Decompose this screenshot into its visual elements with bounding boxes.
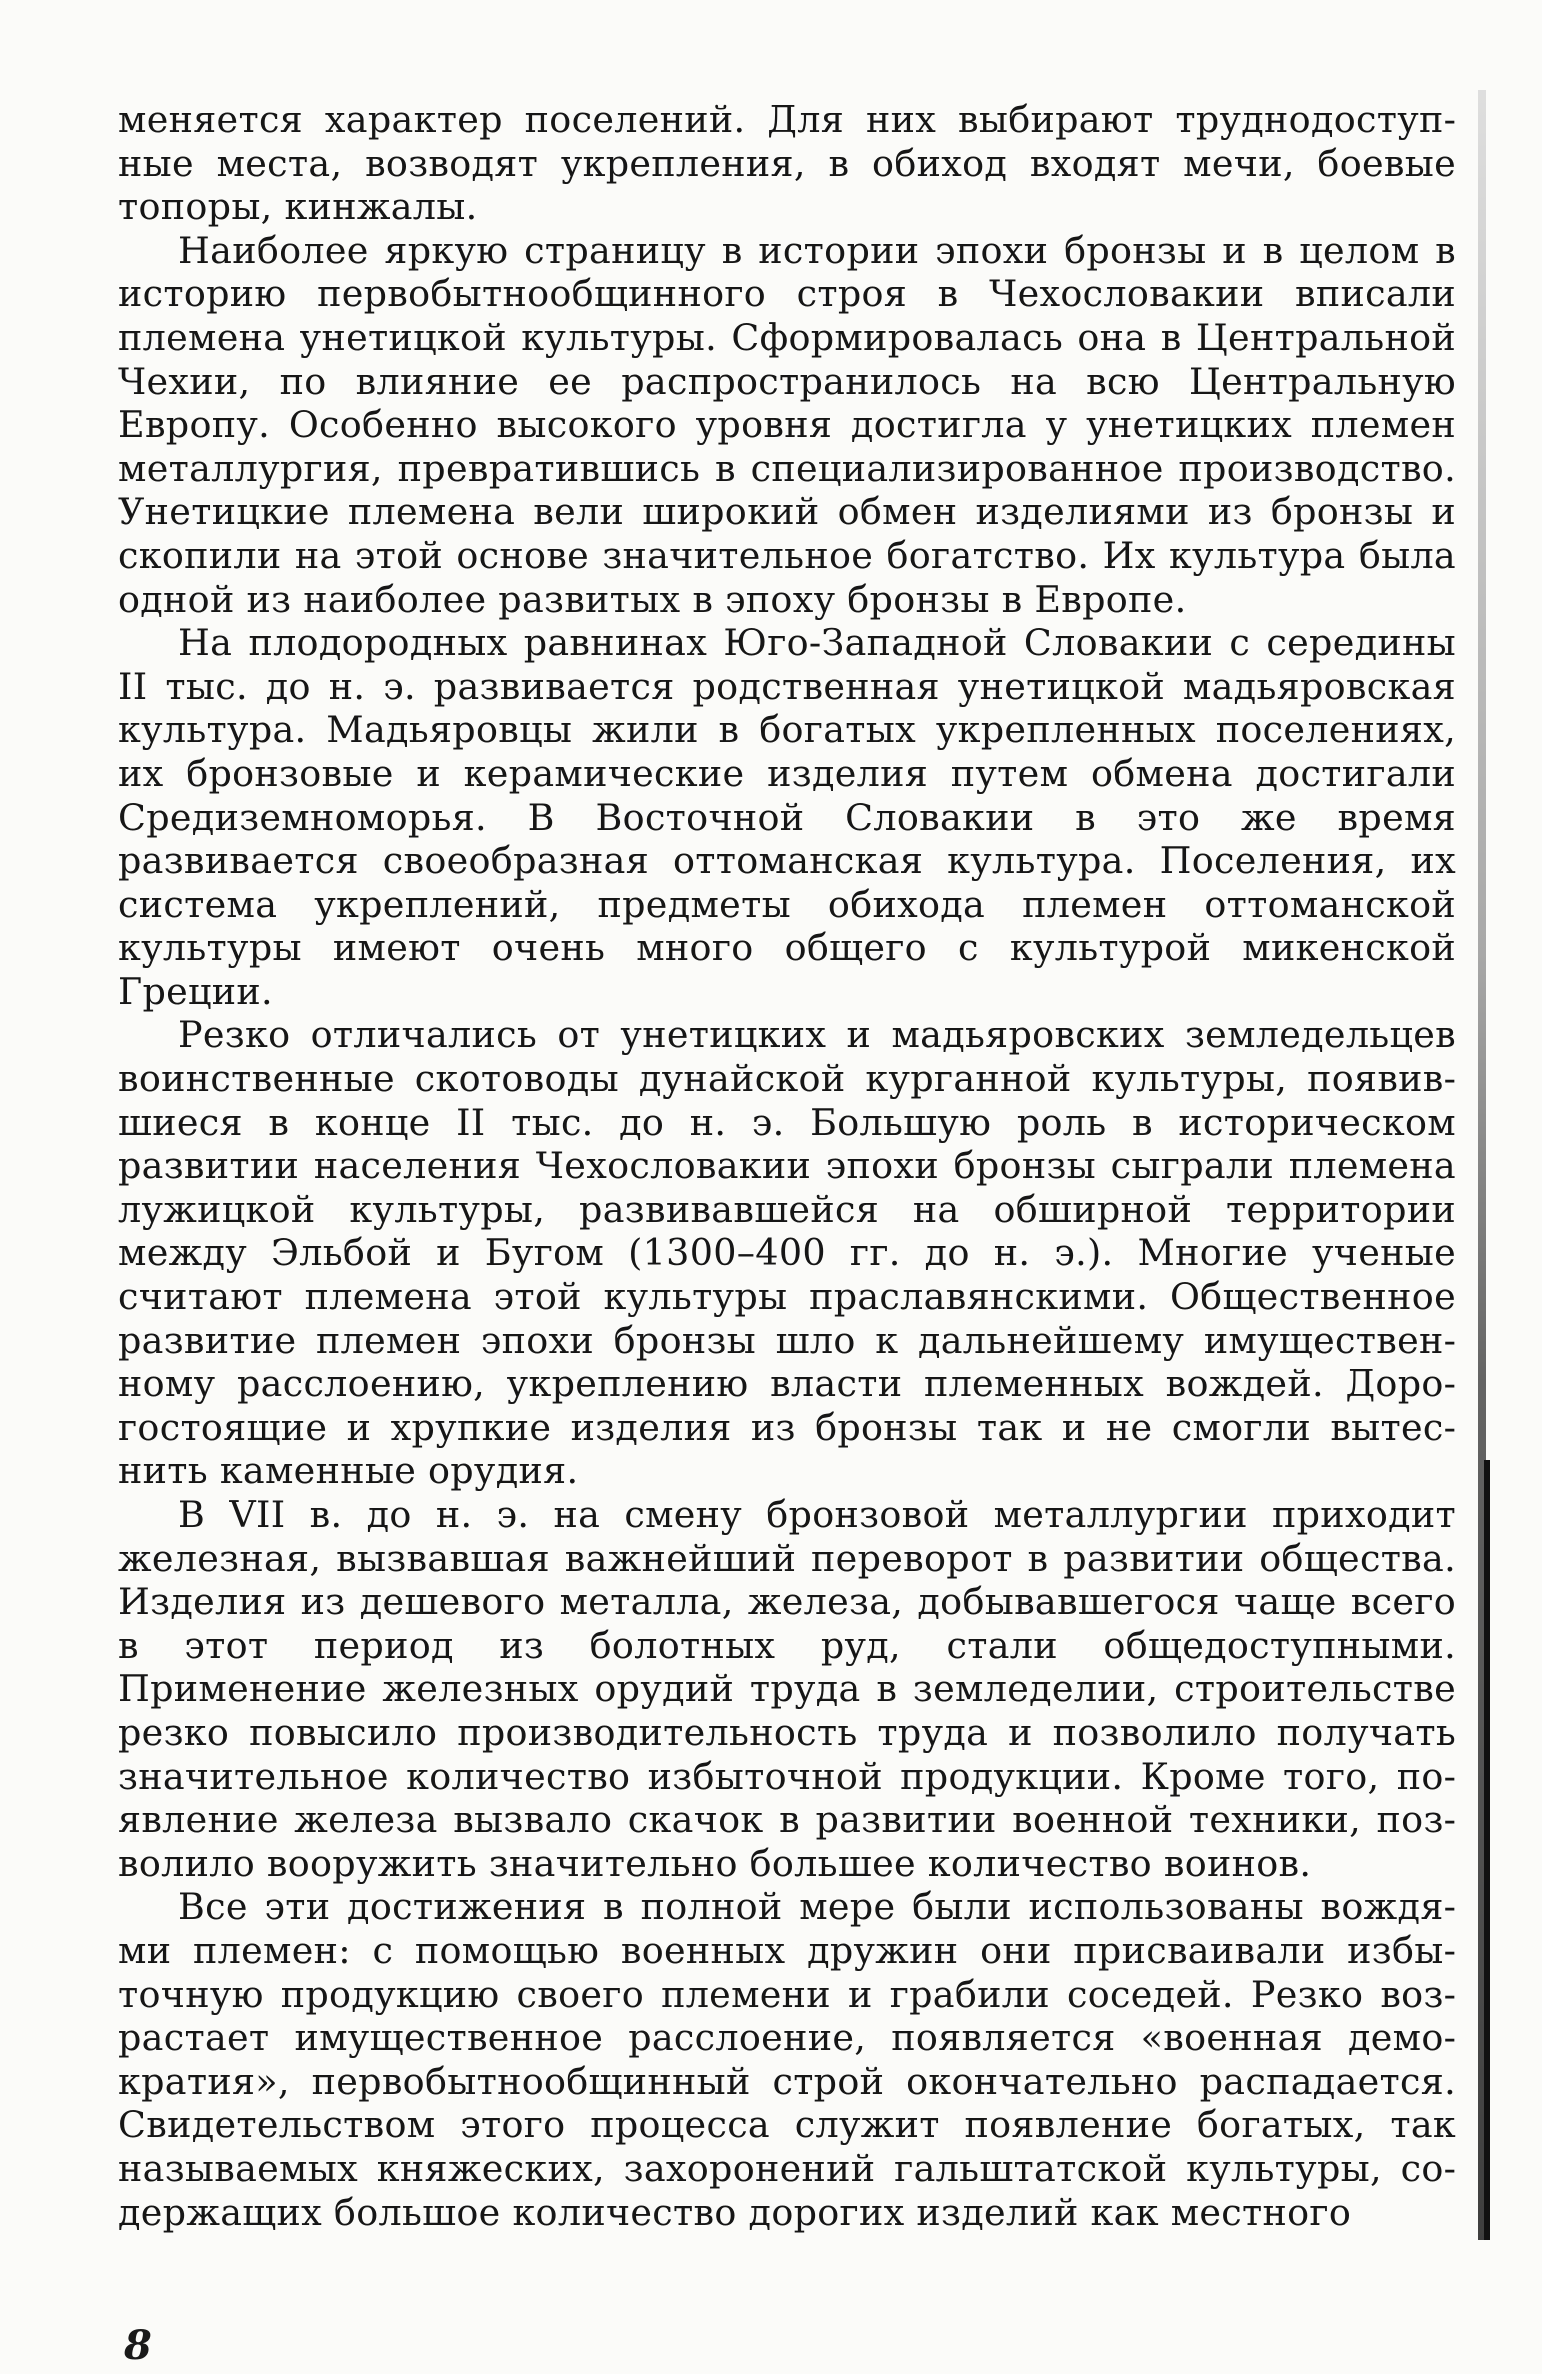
page-text-block: [118, 98, 1456, 2234]
paragraph-5: В VII в. до н. э. на смену бронзовой металлургии приходит железная, вызвавшая важнейший переворот в развитии общества. Изделия из дешевого металла, железа, добывавшегося чаще всего в этот период из болотных руд, стали общедоступными. Применение железных орудий труда в земледелии, строительстве резко повысило производительность труда и позволило получать значительное количество избыточной продукции. Кроме того, появление железа вызвало скачок в развитии военной техники, позволило вооружить значительно большее количество воинов.: [118, 1493, 1456, 1885]
page-number: 8: [124, 2322, 152, 2369]
page-edge-dark-strip: [1484, 1460, 1490, 2240]
paragraph-1: меняется характер поселений. Для них выбирают труднодоступные места, возводят укрепления, в обиход входят мечи, боевые топоры, кинжалы.: [118, 98, 1456, 229]
paragraph-2: Наиболее яркую страницу в истории эпохи бронзы и в целом в историю первобытнообщинного строя в Чехословакии вписали племена унетицкой культуры. Сформировалась она в Центральной Чехии, по влияние ее распространилось на всю Центральную Европу. Особенно высокого уровня достигла у унетицких племен металлургия, превратившись в специализированное производство. Унетицкие племена вели широкий обмен изделиями из бронзы и скопили на этой основе значительное богатство. Их культура была одной из наиболее развитых в эпоху бронзы в Европе.: [118, 228, 1456, 621]
paragraph-4: Резко отличались от унетицких и мадьяровских земледельцев воинственные скотоводы дунайской курганной культуры, появившиеся в конце II тыс. до н. э. Большую роль в историческом развитии населения Чехословакии эпохи бронзы сыграли племена лужицкой культуры, развивавшейся на обширной территории между Эльбой и Бугом (1300–400 гг. до н. э.). Многие ученые считают племена этой культуры праславянскими. Общественное развитие племен эпохи бронзы шло к дальнейшему имущественному расслоению, укреплению власти племенных вождей. Дорогостоящие и хрупкие изделия из бронзы так и не смогли вытеснить каменные орудия.: [118, 1013, 1456, 1493]
paragraph-3: На плодородных равнинах Юго-Западной Словакии с середины II тыс. до н. э. развивается родственная унетицкой мадьяровская культура. Мадьяровцы жили в богатых укрепленных поселениях, их бронзовые и керамические изделия путем обмена достигали Средиземноморья. В Восточной Словакии в это же время развивается своеобразная оттоманская культура. Поселения, их система укреплений, предметы обихода племен оттоманской культуры имеют очень много общего с культурой микенской Греции.: [118, 621, 1456, 1013]
paragraph-6: Все эти достижения в полной мере были использованы вождями племен: с помощью военных дружин они присваивали избыточную продукцию своего племени и грабили соседей. Резко возрастает имущественное расслоение, появляется «военная демократия», первобытнообщинный строй окончательно распадается. Свидетельством этого процесса служит появление богатых, так называемых княжеских, захоронений гальштатской культуры, содержащих большое количество дорогих изделий как местного: [118, 1885, 1456, 2234]
